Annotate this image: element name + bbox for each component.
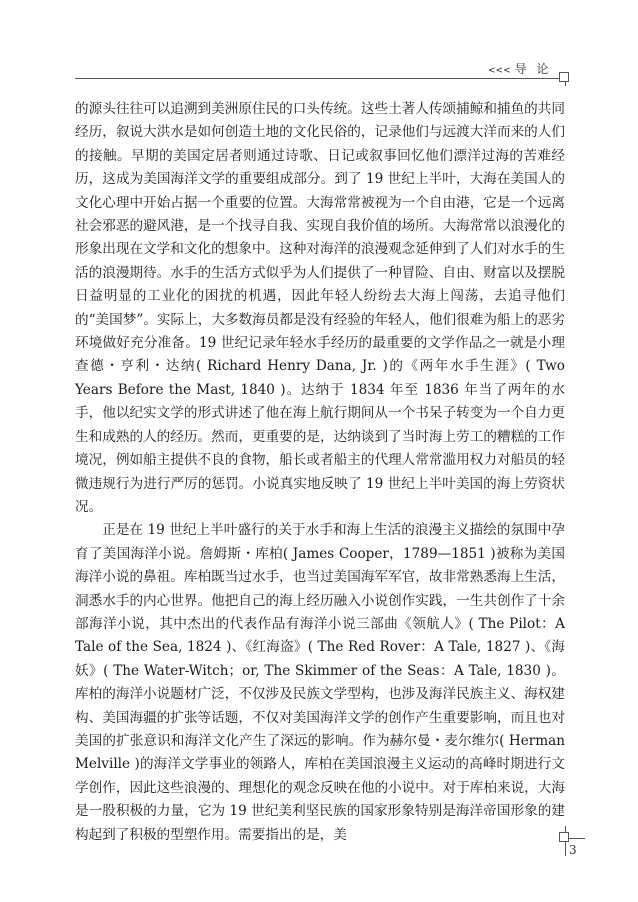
paragraph-2: 正是在 19 世纪上半叶盛行的关于水手和海上生活的浪漫主义描绘的氛围中孕育了美国海洋小说。詹姆斯・库柏( James Cooper，1789—1851 )被称为美国海洋小说的鼻祖。库柏既当过水手，也当过美国海军军官，故非常熟悉海上生活，洞悉水手的内心世界。他把自己的海上经历融入小说创作实践，一生共创作了十余部海洋小说，其中杰出的代表作品有海洋小说三部曲《领航人》( The Pilot：A Tale of the Sea, 1824 )、《红海盗》( The Red Rover：A Tale, 1827 )、《海妖》( The Water-Witch；or, The Skimmer of the Seas：A Tale, 1830 )。库柏的海洋小说题材广泛，不仅涉及民族文学型构，也涉及海洋民族主义、海权建构、美国海疆的扩张等话题，不仅对美国海洋文学的创作产生重要影响，而且也对美国的扩张意识和海洋文化产生了深远的影响。作为赫尔曼・麦尔维尔( Herman Melville )的海洋文学事业的领路人，库柏在美国浪漫主义运动的高峰时期进行文学创作，因此这些浪漫的、理想化的观念反映在他的小说中。对于库柏来说，大海是一股积极的力量，它为 19 世纪美利坚民族的国家形象特别是海洋帝国形象的建构起到了积极的型塑作用。需要指出的是，美 [75,522,565,843]
page-number: 3 [569,843,577,857]
running-header [488,60,580,77]
page-body [75,98,565,847]
paragraph-1: 的源头往往可以追溯到美洲原住民的口头传统。这些土著人传颂捕鲸和捕鱼的共同经历，叙说大洪水是如何创造土地的文化民俗的，记录他们与远渡大洋而来的人们的接触。早期的美国定居者则通过诗歌、日记或叙事回忆他们漂洋过海的苦难经历，这成为美国海洋文学的重要组成部分。到了 19 世纪上半叶，大海在美国人的文化心理中开始占据一个重要的位置。大海常常被视为一个自由港，它是一个远离社会邪恶的避风港，是一个找寻自我、实现自我价值的场所。大海常常以浪漫化的形象出现在文学和文化的想象中。这种对海洋的浪漫观念延伸到了人们对水手的生活的浪漫期待。水手的生活方式似乎为人们提供了一种冒险、自由、财富以及摆脱日益明显的工业化的困扰的机遇，因此年轻人纷纷去大海上闯荡，去追寻他们的“美国梦”。实际上，大多数海员都是没有经验的年轻人，他们很难为船上的恶劣环境做好充分准备。19 世纪记录年轻水手经历的最重要的文学作品之一就是小理查德・亨利・达纳( Richard Henry Dana, Jr. )的《两年水手生涯》( Two Years Before the Mast, 1840 )。达纳于 1834 年至 1836 年当了两年的水手，他以纪实文学的形式讲述了他在海上航行期间从一个书呆子转变为一个自力更生和成熟的人的经历。然而，更重要的是，达纳谈到了当时海上劳工的糟糕的工作境况，例如船主提供不良的食物，船长或者船主的代理人常常滥用权力对船员的轻微违规行为进行严厉的惩罚。小说真实地反映了 19 世纪上半叶美国的海上劳资状况。 [75,101,565,515]
chapter-title: 导 论 [514,62,552,76]
header-rule [75,78,565,79]
footer-corner-mark [559,832,569,842]
header-arrows: <<< [488,66,511,76]
